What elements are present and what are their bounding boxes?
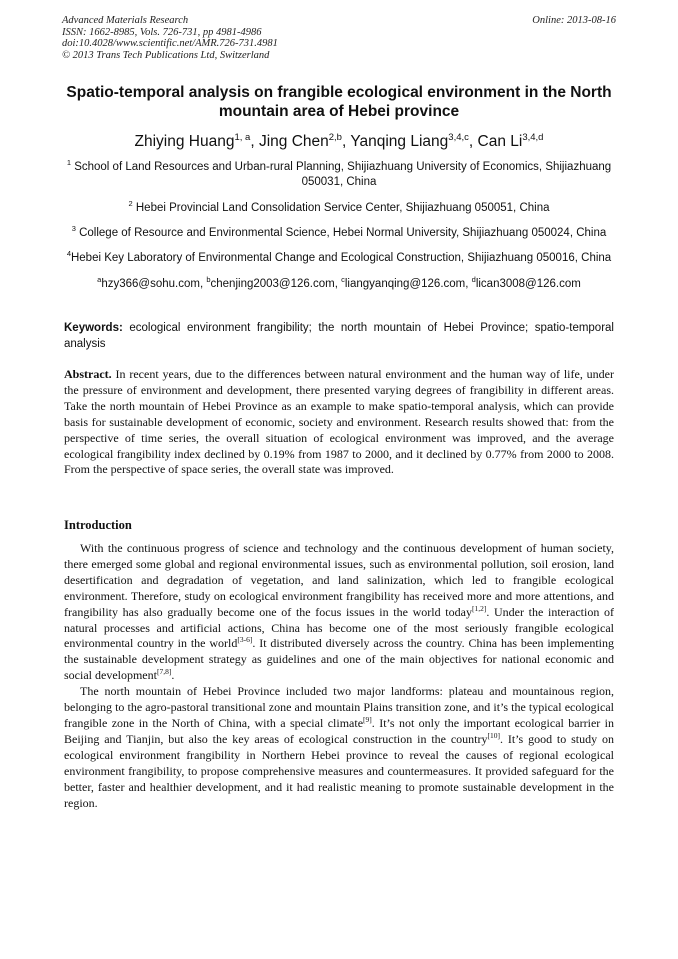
author-name: Jing Chen bbox=[258, 133, 329, 151]
copyright-line: © 2013 Trans Tech Publications Ltd, Switzerland bbox=[62, 49, 270, 61]
email-link[interactable]: lican3008@126.com bbox=[475, 277, 581, 290]
introduction-body bbox=[64, 541, 614, 811]
citation: [3-6] bbox=[237, 635, 253, 645]
author-name: Can Li bbox=[477, 133, 523, 151]
abstract bbox=[64, 367, 614, 478]
email-link[interactable]: liangyanqing@126.com bbox=[344, 277, 466, 290]
citation: [10] bbox=[487, 730, 500, 740]
affiliation: $^3$ College of Resource and Environmental Science, Hebei Normal University, Shijiazhuang 050024, China bbox=[71, 224, 607, 239]
abstract-label: Abstract. bbox=[64, 367, 112, 381]
paragraph: With the continuous progress of science and technology and the continuous development of human society, there emerged some global and regional environmental issues, such as environmental pollution, soil erosion, land desertification and degradation of vegetation, and land salinization, which led to frangible ecological environment. Therefore, study on ecological environment frangibility has received more and more attentions, and frangibility has also gradually become one of the focus issues in the world today[1,2]. Under the interaction of natural processes and artificial actions, China has become one of the most seriously frangible ecological environmental country in the world[3-6]. It distributed diversely across the country. China has been implementing the sustainable development strategy as guidelines and one of the main objectives for national economic and social development[7,8]. bbox=[64, 541, 614, 683]
keywords bbox=[64, 321, 614, 352]
affiliation: $^1$ School of Land Resources and Urban-rural Planning, Shijiazhuang University of Economics, Shijiazhuang 050031, China bbox=[66, 158, 612, 189]
author-list: Zhiying Huang$^{1, a}$, Jing Chen$^{2,b}$, Yanqing Liang$^{3,4,c}$, Can Li$^{3,4,d}$ bbox=[134, 132, 544, 151]
section-heading: Introduction bbox=[64, 518, 132, 532]
affiliations bbox=[64, 155, 614, 292]
citation: [7,8] bbox=[156, 667, 172, 677]
author-affil-mark: 1, a bbox=[234, 132, 251, 143]
author-name: Yanqing Liang bbox=[350, 133, 449, 151]
author-affil-mark: 2,b bbox=[328, 132, 342, 143]
author-affil-mark: 3,4,d bbox=[522, 132, 544, 143]
citation: [9] bbox=[363, 714, 372, 724]
email-list: $^a$hzy366@sohu.com, $^b$chenjing2003@126.com, $^c$liangyanqing@126.com, $^d$lican3008@126.com bbox=[97, 274, 581, 290]
keywords-text: ecological environment frangibility; the north mountain of Hebei Province; spatio-temporal analysis bbox=[64, 322, 614, 350]
abstract-text: In recent years, due to the differences between natural environment and the human way of life, under the pressure of environment and development, there presented varying degrees of frangibility in different areas. Take the north mountain of Hebei Province as an example to make spatio-temporal analysis, which can provide basis for sustainable development of economic, society and environment. Research results showed that: from the perspective of time series, the overall situation of ecological environment was improved, and the average ecological frangibility index declined by 0.19% from 1987 to 2000, and it declined by 0.77% from 2000 to 2008. From the perspective of space series, the overall state was improved. bbox=[64, 367, 615, 477]
email-link[interactable]: hzy366@sohu.com bbox=[101, 277, 200, 290]
online-date: Online: 2013-08-16 bbox=[532, 15, 616, 26]
keywords-label: Keywords: bbox=[64, 322, 123, 334]
author-affil-mark: 3,4,c bbox=[448, 132, 469, 143]
paper-title: Spatio-temporal analysis on frangible ecological environment in the North mountain area of Hebei province bbox=[66, 84, 612, 120]
journal-meta bbox=[62, 15, 616, 61]
doi-line: doi:10.4028/www.scientific.net/AMR.726-731.4981 bbox=[62, 38, 278, 49]
citation: [1,2] bbox=[471, 603, 487, 613]
affiliation: $^4$Hebei Key Laboratory of Environmental Change and Ecological Construction, Shijiazhuang 050016, China bbox=[66, 249, 612, 265]
issn-line: ISSN: 1662-8985, Vols. 726-731, pp 4981-4986 bbox=[62, 26, 262, 38]
paragraph: The north mountain of Hebei Province included two major landforms: plateau and mountainous region, belonging to the agro-pastoral transitional zone and mountain Plains transition zone, and it’s the typical ecological frangible zone in the North of China, with a special climate[9]. It’s not only the important ecological barrier in Beijing and Tianjin, but also the key areas of ecological construction in the country[10]. It’s good to study on ecological environment frangibility in Northern Hebei province to reveal the causes of regional ecological environment frangibility, to propose comprehensive measures and countermeasures. It provided safeguard for the better, faster and healthier development, and it had realistic meaning to promote sustainable development in the region. bbox=[64, 684, 615, 810]
journal-name: Advanced Materials Research bbox=[62, 15, 189, 26]
author-name: Zhiying Huang bbox=[134, 133, 235, 151]
affiliation: $^2$ Hebei Provincial Land Consolidation Service Center, Shijiazhuang 050051, China bbox=[128, 198, 550, 214]
email-link[interactable]: chenjing2003@126.com bbox=[210, 277, 335, 290]
